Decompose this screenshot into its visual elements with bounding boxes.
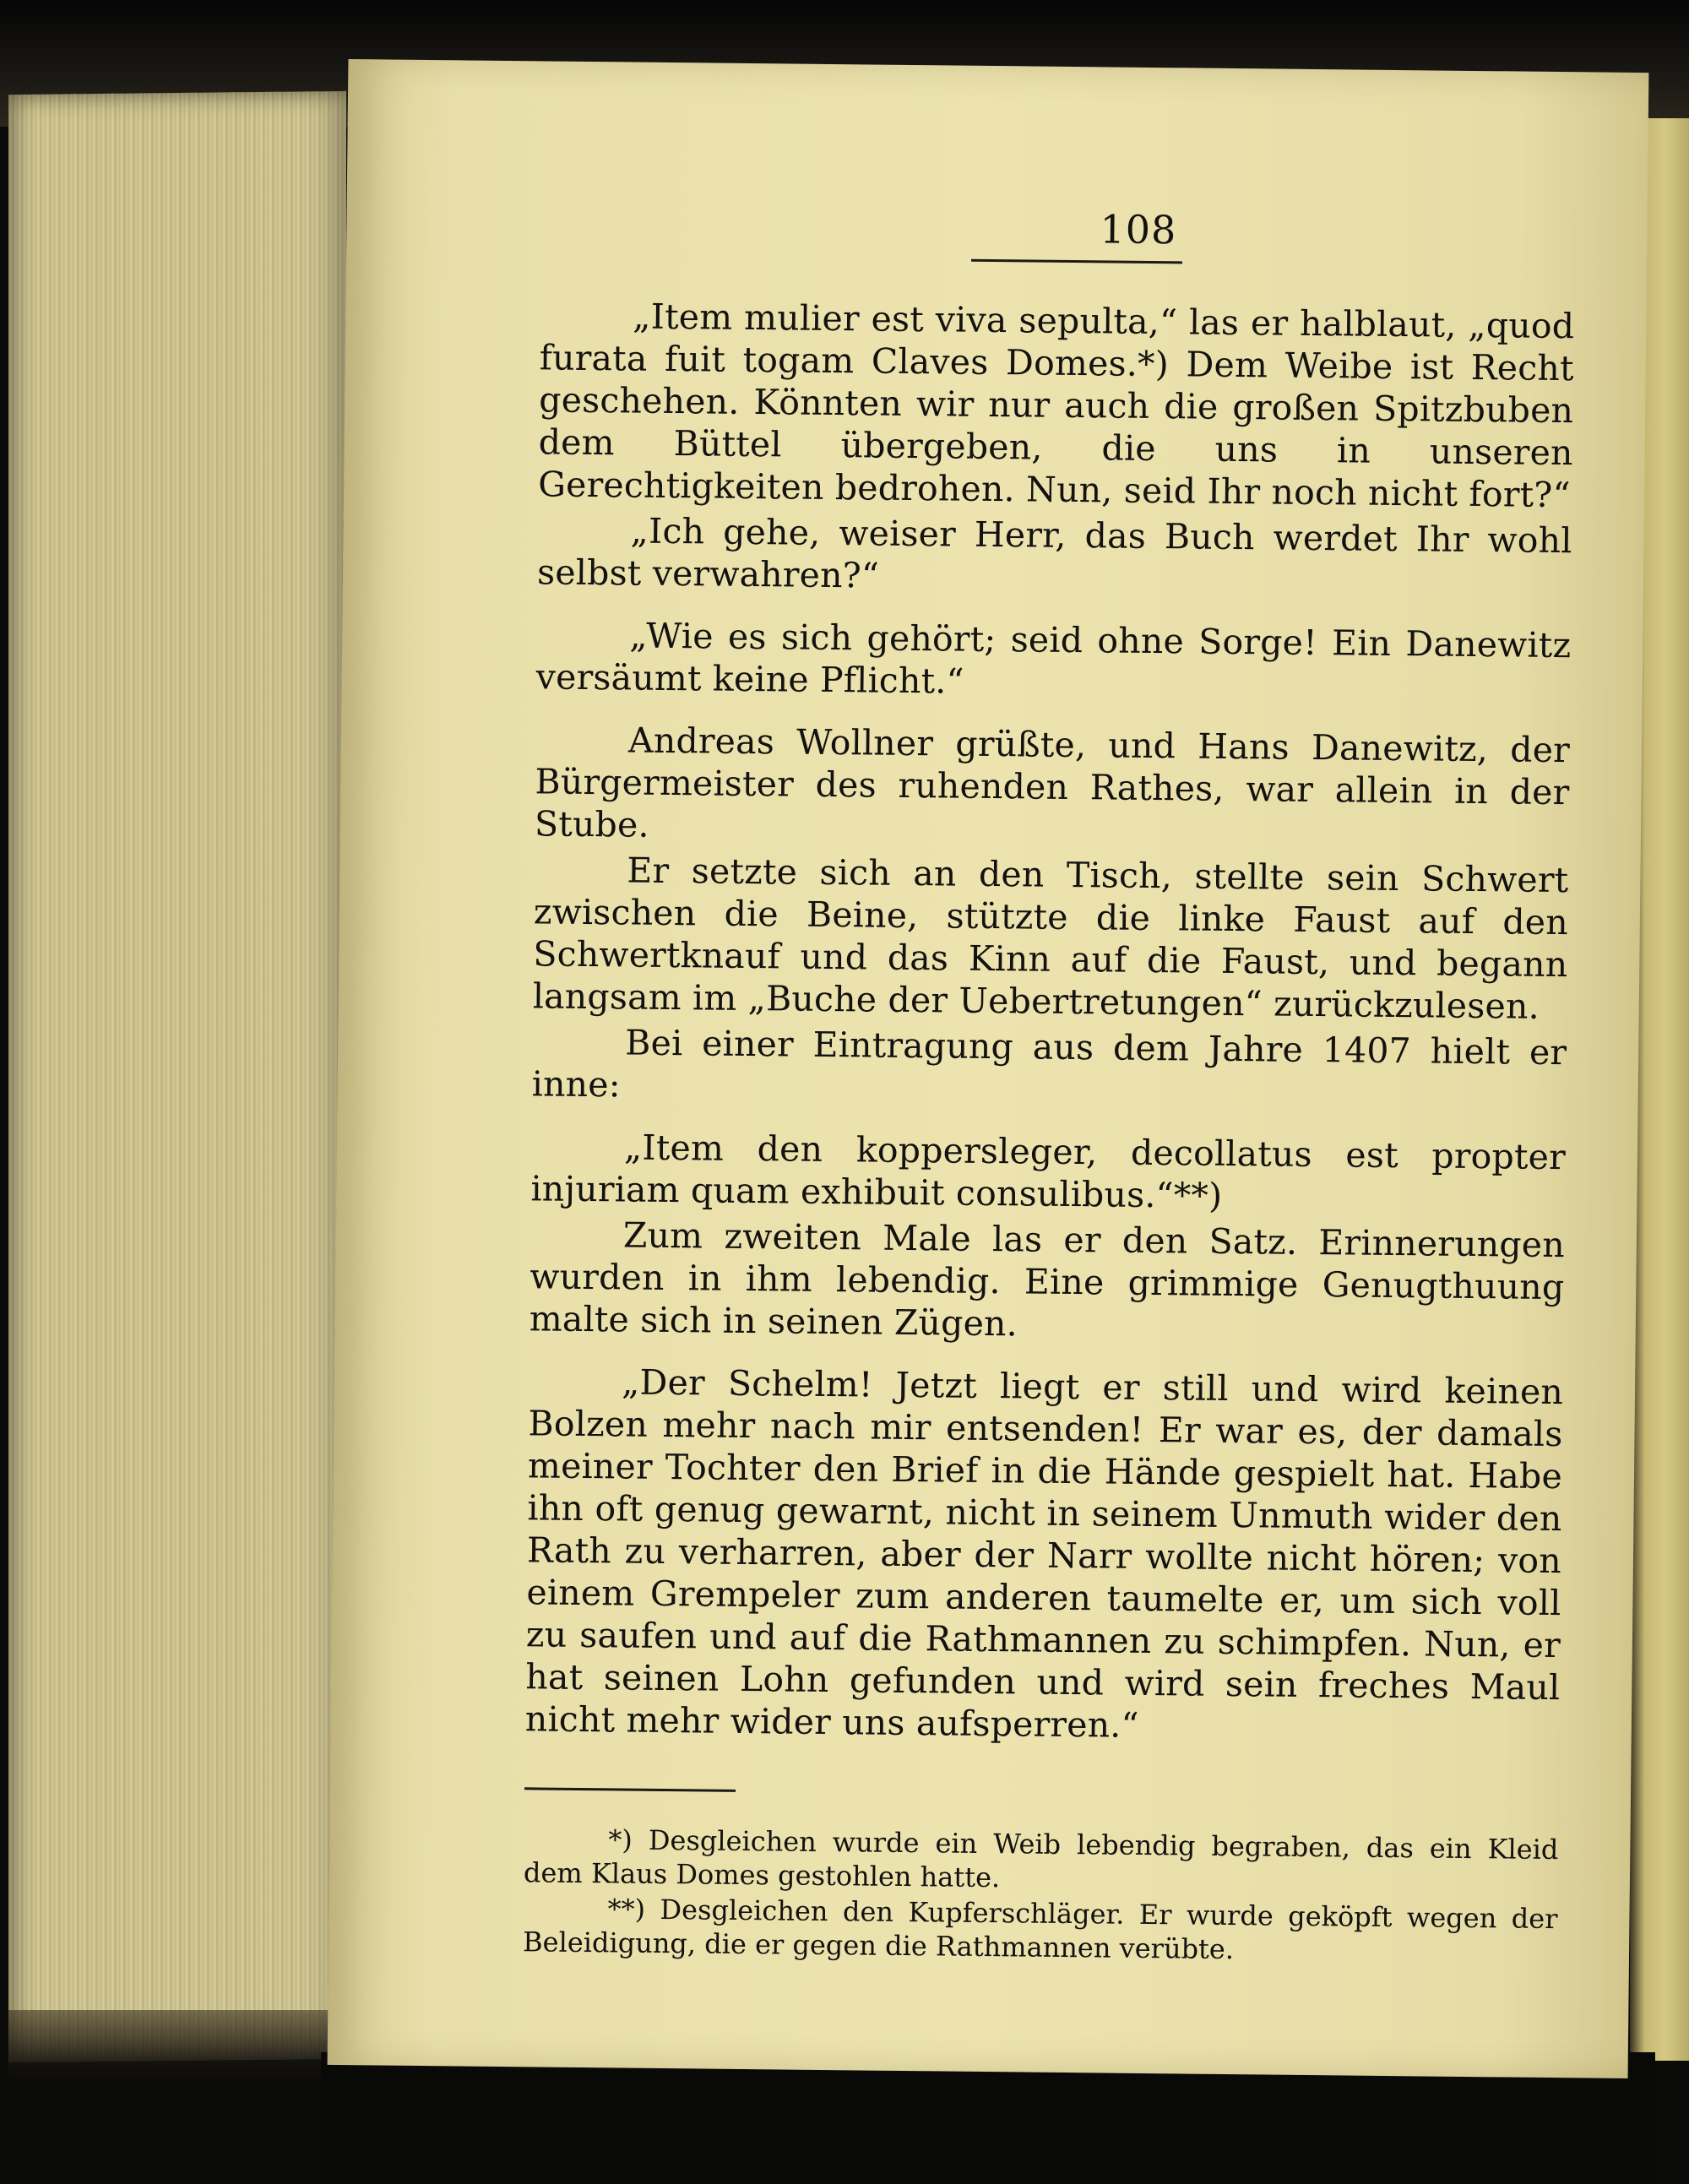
paragraph: „Ich gehe, weiser Herr, das Buch werdet Ihr wohl selbst verwahren?“ — [536, 510, 1572, 596]
paragraph: „Der Schelm! Jetzt liegt er still und wird keinen Bolzen mehr nach mir entsenden! Er war es, der damals meiner Tochter den Brief in die Hände gespielt hat. Habe ihn oft genug gewarnt, nicht in seinem Unmuth wider den Rath zu verharren, aber der Narr wollte nicht hören; von einem Grempeler zum anderen taumelte er, um sich voll zu saufen und auf die Rathmannen zu schimpfen. Nun, er hat seinen Lohn gefunden und wird sein freches Maul nicht mehr wider uns aufsperren.“ — [524, 1361, 1564, 1746]
paragraph: „Item den koppersleger, decollatus est propter injuriam quam exhibuit consulibus.“**) — [530, 1127, 1567, 1216]
header-rule — [971, 259, 1182, 264]
footnote-rule — [524, 1787, 736, 1792]
paragraph: Zum zweiten Male las er den Satz. Erinnerungen wurden in ihm lebendig. Eine grimmige Genugthuung malte sich in seinen Zügen. — [529, 1214, 1566, 1345]
text-block — [523, 200, 1576, 1971]
paragraph: „Wie es sich gehört; seid ohne Sorge! Ein Danewitz versäumt keine Pflicht.“ — [535, 615, 1572, 702]
paragraph: „Item mulier est viva sepulta,“ las er halblaut, „quod furata fuit togam Claves Domes.*) Dem Weibe ist Recht geschehen. Könnten wir nur auch die großen Spitzbuben dem Büttel übergeben, die uns in unseren Gerechtigkeiten bedrohen. Nun, seid Ihr noch nicht fort?“ — [537, 296, 1575, 516]
paragraph: Andreas Wollner grüßte, und Hans Danewitz, der Bürgermeister des ruhenden Rathes, war allein in der Stube. — [534, 720, 1571, 845]
footnote: *) Desgleichen wurde ein Weib lebendig begraben, das ein Kleid dem Klaus Domes gestohlen hatte. — [523, 1823, 1559, 1894]
paragraph: Er setzte sich an den Tisch, stellte sein Schwert zwischen die Beine, stützte die linke Faust auf den Schwertknauf und das Kinn auf die Faust, und begann langsam im „Buche der Uebertretungen“ zurückzulesen. — [532, 850, 1569, 1027]
book-page — [328, 59, 1649, 2078]
paragraph: Bei einer Eintragung aus dem Jahre 1407 hielt er inne: — [531, 1022, 1567, 1106]
page-edges-shadow — [8, 2010, 346, 2086]
footnote: **) Desgleichen den Kupferschläger. Er wurde geköpft wegen der Beleidigung, die er gegen die Rathmannen verübte. — [522, 1893, 1558, 1966]
page-number: 108 — [1100, 206, 1177, 253]
page-edges-left — [8, 91, 346, 2062]
